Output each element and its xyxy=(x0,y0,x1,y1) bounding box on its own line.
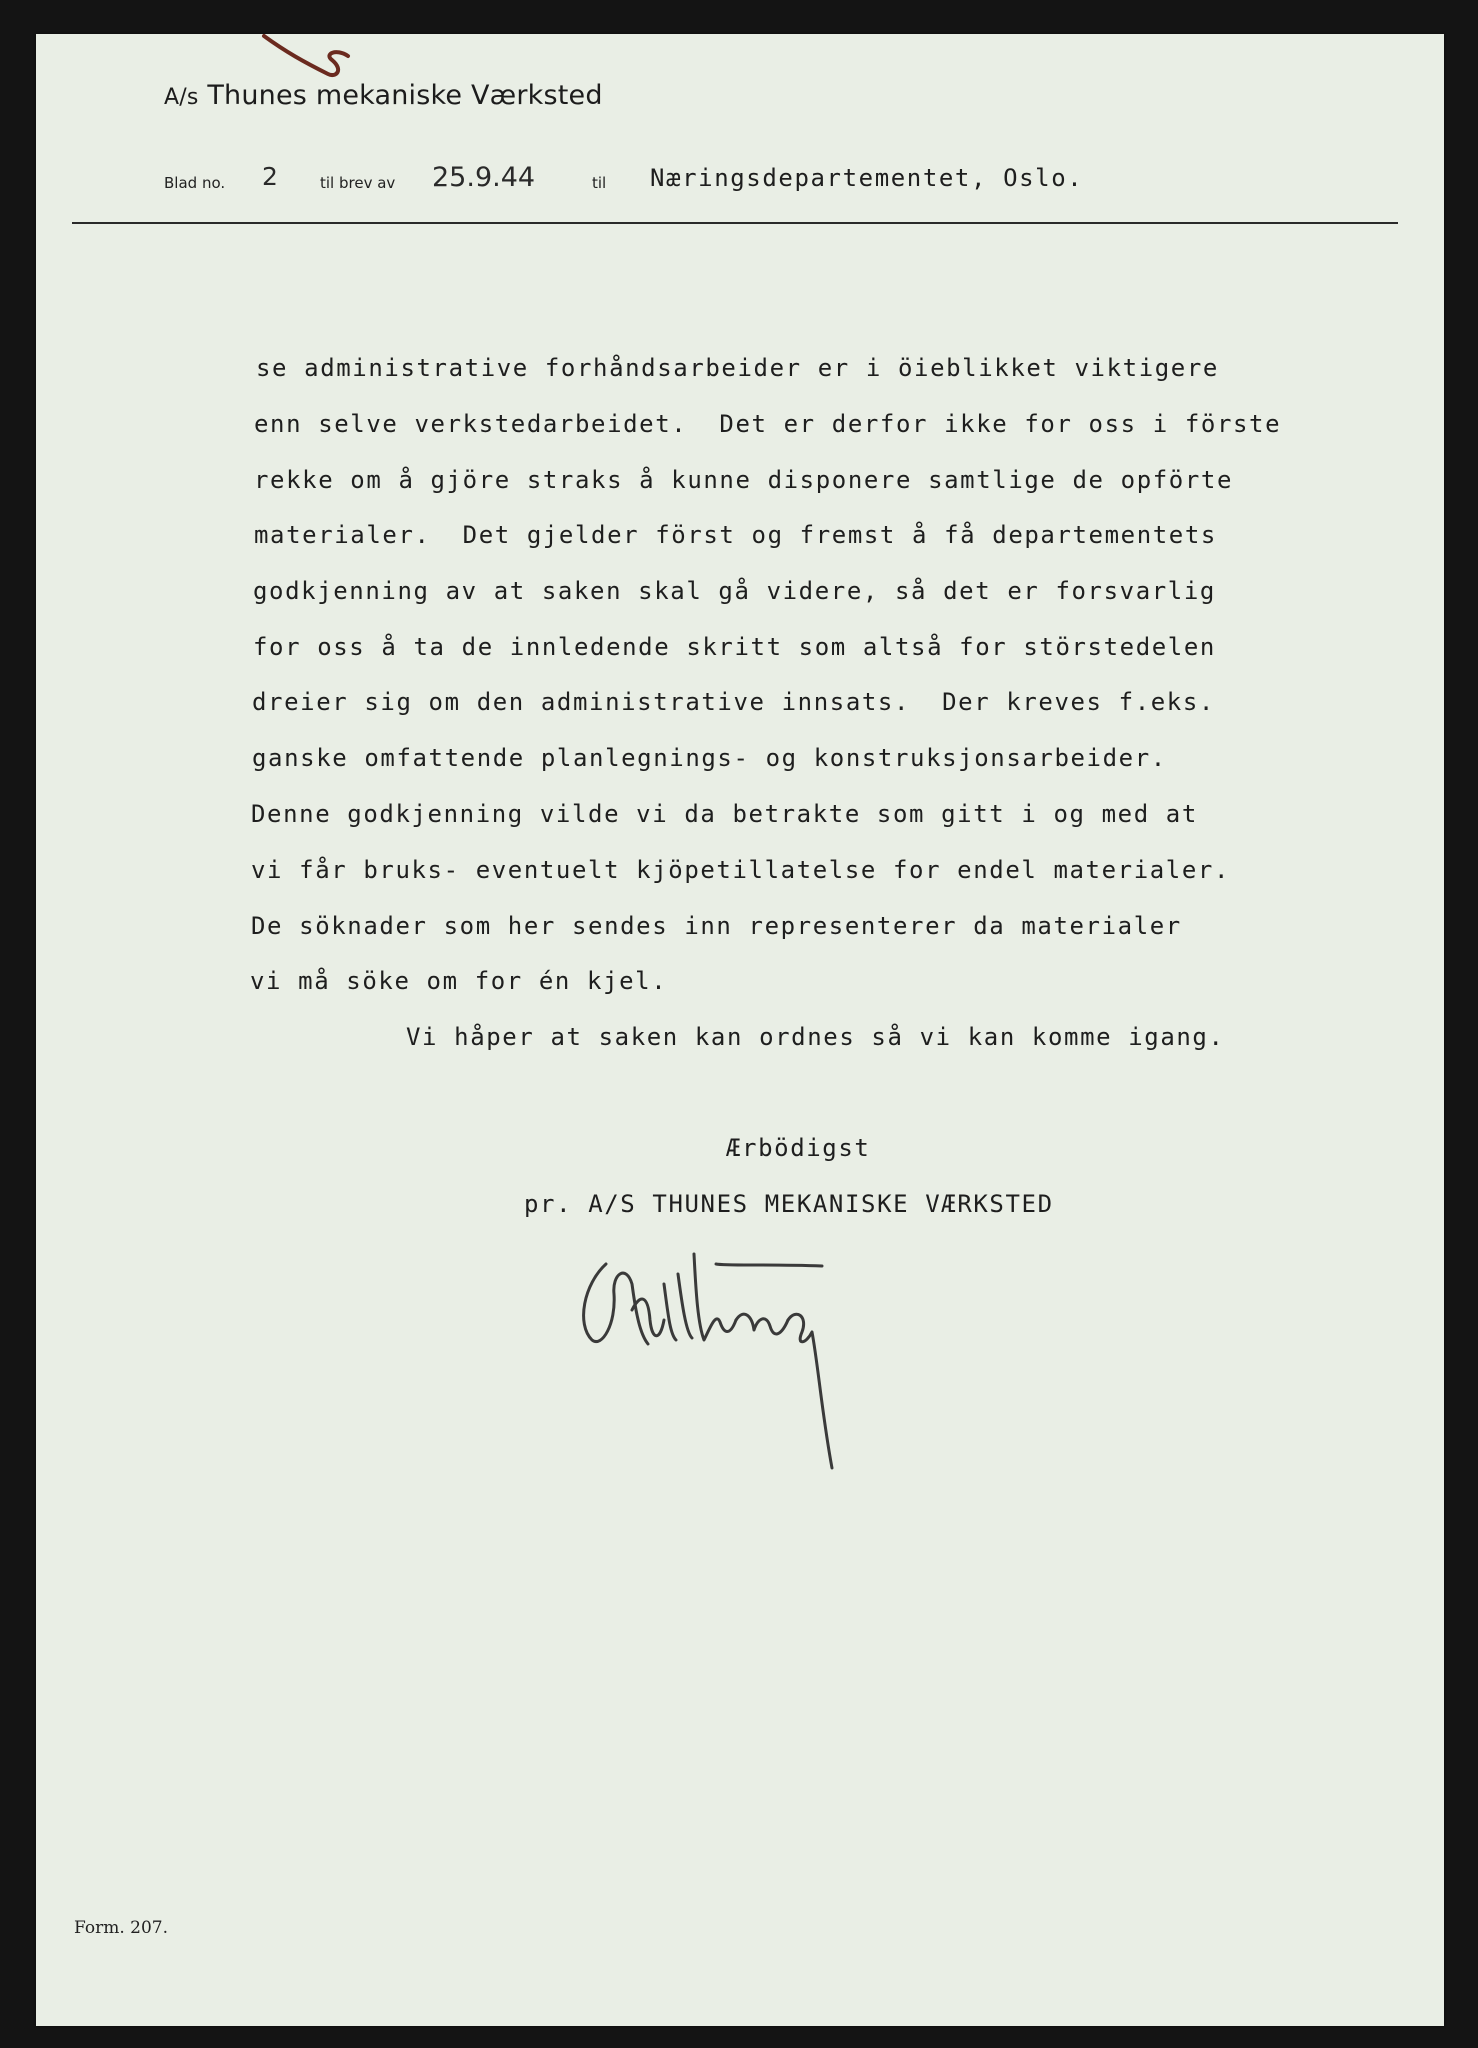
form-number: Form. 207. xyxy=(74,1918,169,1938)
body-line: dreier sig om den administrative innsats. Der kreves f.eks. xyxy=(252,688,1215,716)
company-title: Thunes mekaniske Værksted xyxy=(207,80,603,111)
til-label: til xyxy=(592,174,607,192)
company-prefix: A/s xyxy=(164,85,199,110)
body-line: Denne godkjenning vilde vi da betrakte som gitt i og med at xyxy=(251,800,1198,828)
body-line: rekke om å gjöre straks å kunne disponere samtlige de opförte xyxy=(254,466,1234,494)
body-line: vi får bruks- eventuelt kjöpetillatelse for endel materialer. xyxy=(251,856,1231,884)
body-line: ganske omfattende planlegnings- og konstruksjonsarbeider. xyxy=(252,744,1167,772)
header-rule xyxy=(72,222,1398,224)
brev-label: til brev av xyxy=(320,174,396,192)
body-line: godkjenning av at saken skal gå videre, så det er forsvarlig xyxy=(253,577,1216,605)
blad-label: Blad no. xyxy=(164,174,226,192)
body-line: se administrative forhåndsarbeider er i öieblikket viktigere xyxy=(256,354,1219,382)
closing-salutation: Ærbödigst xyxy=(726,1134,871,1162)
brev-date: 25.9.44 xyxy=(432,162,536,193)
signature-icon xyxy=(36,1224,1444,1484)
body-line: Vi håper at saken kan ordnes så vi kan komme igang. xyxy=(406,1023,1225,1051)
company-name xyxy=(164,80,603,111)
letter-page xyxy=(36,34,1444,2026)
body-line: enn selve verkstedarbeidet. Det er derfor ikke for oss i förste xyxy=(254,410,1282,438)
recipient: Næringsdepartementet, Oslo. xyxy=(650,164,1084,192)
blad-value: 2 xyxy=(262,162,278,191)
body-line: De söknader som her sendes inn representerer da materialer xyxy=(251,912,1182,940)
closing-signatory: pr. A/S THUNES MEKANISKE VÆRKSTED xyxy=(524,1190,1054,1218)
body-line: materialer. Det gjelder först og fremst å få departementets xyxy=(254,521,1217,549)
body-line: for oss å ta de innledende skritt som altså for störstedelen xyxy=(253,633,1216,661)
body-line: vi må söke om for én kjel. xyxy=(250,967,668,995)
